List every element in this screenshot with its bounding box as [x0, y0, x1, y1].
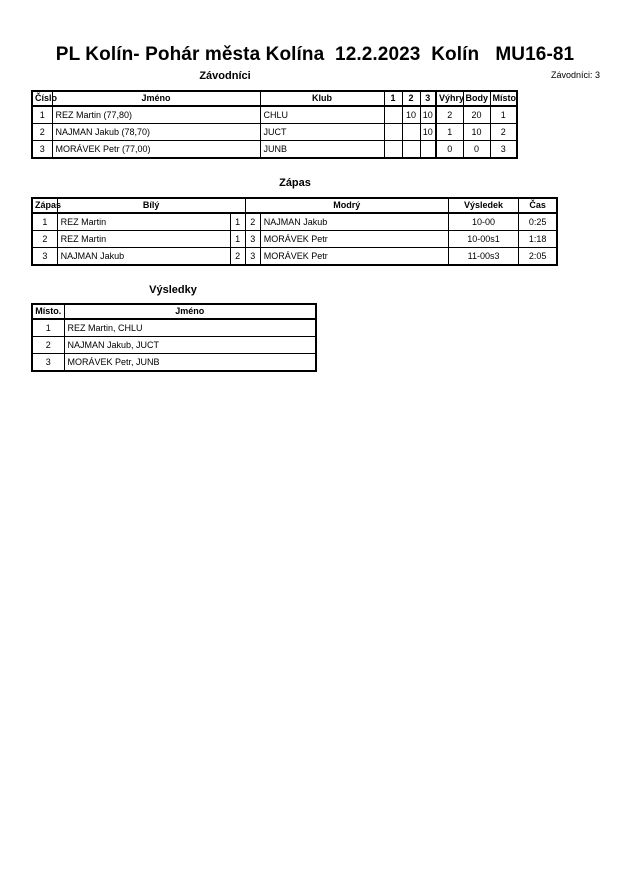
match-blue-name: MORÁVEK Petr	[260, 248, 448, 266]
competitor-place: 1	[490, 106, 517, 124]
match-number: 3	[32, 248, 57, 266]
col-header-match: Zápas	[32, 198, 57, 213]
match-white-name: NAJMAN Jakub	[57, 248, 230, 266]
match-blue-number: 3	[245, 231, 260, 248]
competitors-heading: Závodníci	[199, 70, 251, 82]
col-header-points: Body	[463, 91, 490, 106]
competitor-round-1	[384, 141, 402, 159]
competitor-wins: 2	[436, 106, 463, 124]
match-result: 10-00	[448, 213, 518, 231]
result-place: 2	[32, 337, 64, 354]
match-time: 1:18	[519, 231, 557, 248]
match-result: 11-00s3	[448, 248, 518, 266]
match-white-number: 1	[230, 231, 245, 248]
table-row	[32, 248, 557, 266]
page-title: PL Kolín- Pohár města Kolína 12.2.2023 Kolín MU16-81	[55, 44, 575, 65]
col-header-wins: Výhry	[436, 91, 463, 106]
competitor-name: NAJMAN Jakub (78,70)	[52, 124, 260, 141]
competitor-place: 2	[490, 124, 517, 141]
col-header-number: Číslo	[32, 91, 52, 106]
match-white-number: 2	[230, 248, 245, 266]
match-white-name: REZ Martin	[57, 213, 230, 231]
competitor-number: 3	[32, 141, 52, 159]
results-header-row	[32, 304, 316, 319]
col-header-club: Klub	[260, 91, 384, 106]
match-white-name: REZ Martin	[57, 231, 230, 248]
col-header-time: Čas	[519, 198, 557, 213]
competitor-number: 1	[32, 106, 52, 124]
table-row	[32, 231, 557, 248]
competitor-points: 0	[463, 141, 490, 159]
result-name: REZ Martin, CHLU	[64, 319, 316, 337]
competitor-round-1	[384, 124, 402, 141]
matches-header-row	[32, 198, 557, 213]
competitor-round-2: 10	[402, 106, 420, 124]
competitor-points: 20	[463, 106, 490, 124]
competitor-club: JUNB	[260, 141, 384, 159]
competitor-round-3	[420, 141, 436, 159]
competitor-round-3: 10	[420, 106, 436, 124]
match-blue-name: MORÁVEK Petr	[260, 231, 448, 248]
match-blue-number: 2	[245, 213, 260, 231]
competitor-wins: 1	[436, 124, 463, 141]
result-place: 3	[32, 354, 64, 372]
table-row	[32, 213, 557, 231]
competitor-round-1	[384, 106, 402, 124]
competitor-number: 2	[32, 124, 52, 141]
competitor-wins: 0	[436, 141, 463, 159]
table-row	[32, 337, 316, 354]
competitor-round-2	[402, 141, 420, 159]
match-time: 2:05	[519, 248, 557, 266]
match-time: 0:25	[519, 213, 557, 231]
col-header-place: Místo.	[490, 91, 517, 106]
result-name: NAJMAN Jakub, JUCT	[64, 337, 316, 354]
table-row	[32, 124, 517, 141]
matches-heading: Zápas	[279, 177, 311, 189]
match-number: 2	[32, 231, 57, 248]
col-header-round-1: 1	[384, 91, 402, 106]
competitor-club: CHLU	[260, 106, 384, 124]
table-row	[32, 106, 517, 124]
table-row	[32, 319, 316, 337]
match-blue-number: 3	[245, 248, 260, 266]
results-table	[31, 303, 317, 372]
competitor-name: REZ Martin (77,80)	[52, 106, 260, 124]
col-header-name: Jméno	[52, 91, 260, 106]
col-header-white: Bílý	[57, 198, 245, 213]
match-number: 1	[32, 213, 57, 231]
match-result: 10-00s1	[448, 231, 518, 248]
result-name: MORÁVEK Petr, JUNB	[64, 354, 316, 372]
competitor-round-3: 10	[420, 124, 436, 141]
match-white-number: 1	[230, 213, 245, 231]
col-header-round-3: 3	[420, 91, 436, 106]
competitors-header-row	[32, 91, 517, 106]
table-row	[32, 354, 316, 372]
col-header-result: Výsledek	[448, 198, 518, 213]
competitor-name: MORÁVEK Petr (77,00)	[52, 141, 260, 159]
competitor-round-2	[402, 124, 420, 141]
competitors-count: Závodníci: 3	[550, 70, 600, 80]
competitors-table	[31, 90, 518, 159]
match-blue-name: NAJMAN Jakub	[260, 213, 448, 231]
result-place: 1	[32, 319, 64, 337]
matches-table	[31, 197, 558, 266]
competitor-points: 10	[463, 124, 490, 141]
competitor-place: 3	[490, 141, 517, 159]
table-row	[32, 141, 517, 159]
col-header-name: Jméno	[64, 304, 316, 319]
col-header-round-2: 2	[402, 91, 420, 106]
results-heading: Výsledky	[149, 284, 197, 296]
col-header-blue: Modrý	[245, 198, 448, 213]
col-header-place: Místo.	[32, 304, 64, 319]
competitor-club: JUCT	[260, 124, 384, 141]
